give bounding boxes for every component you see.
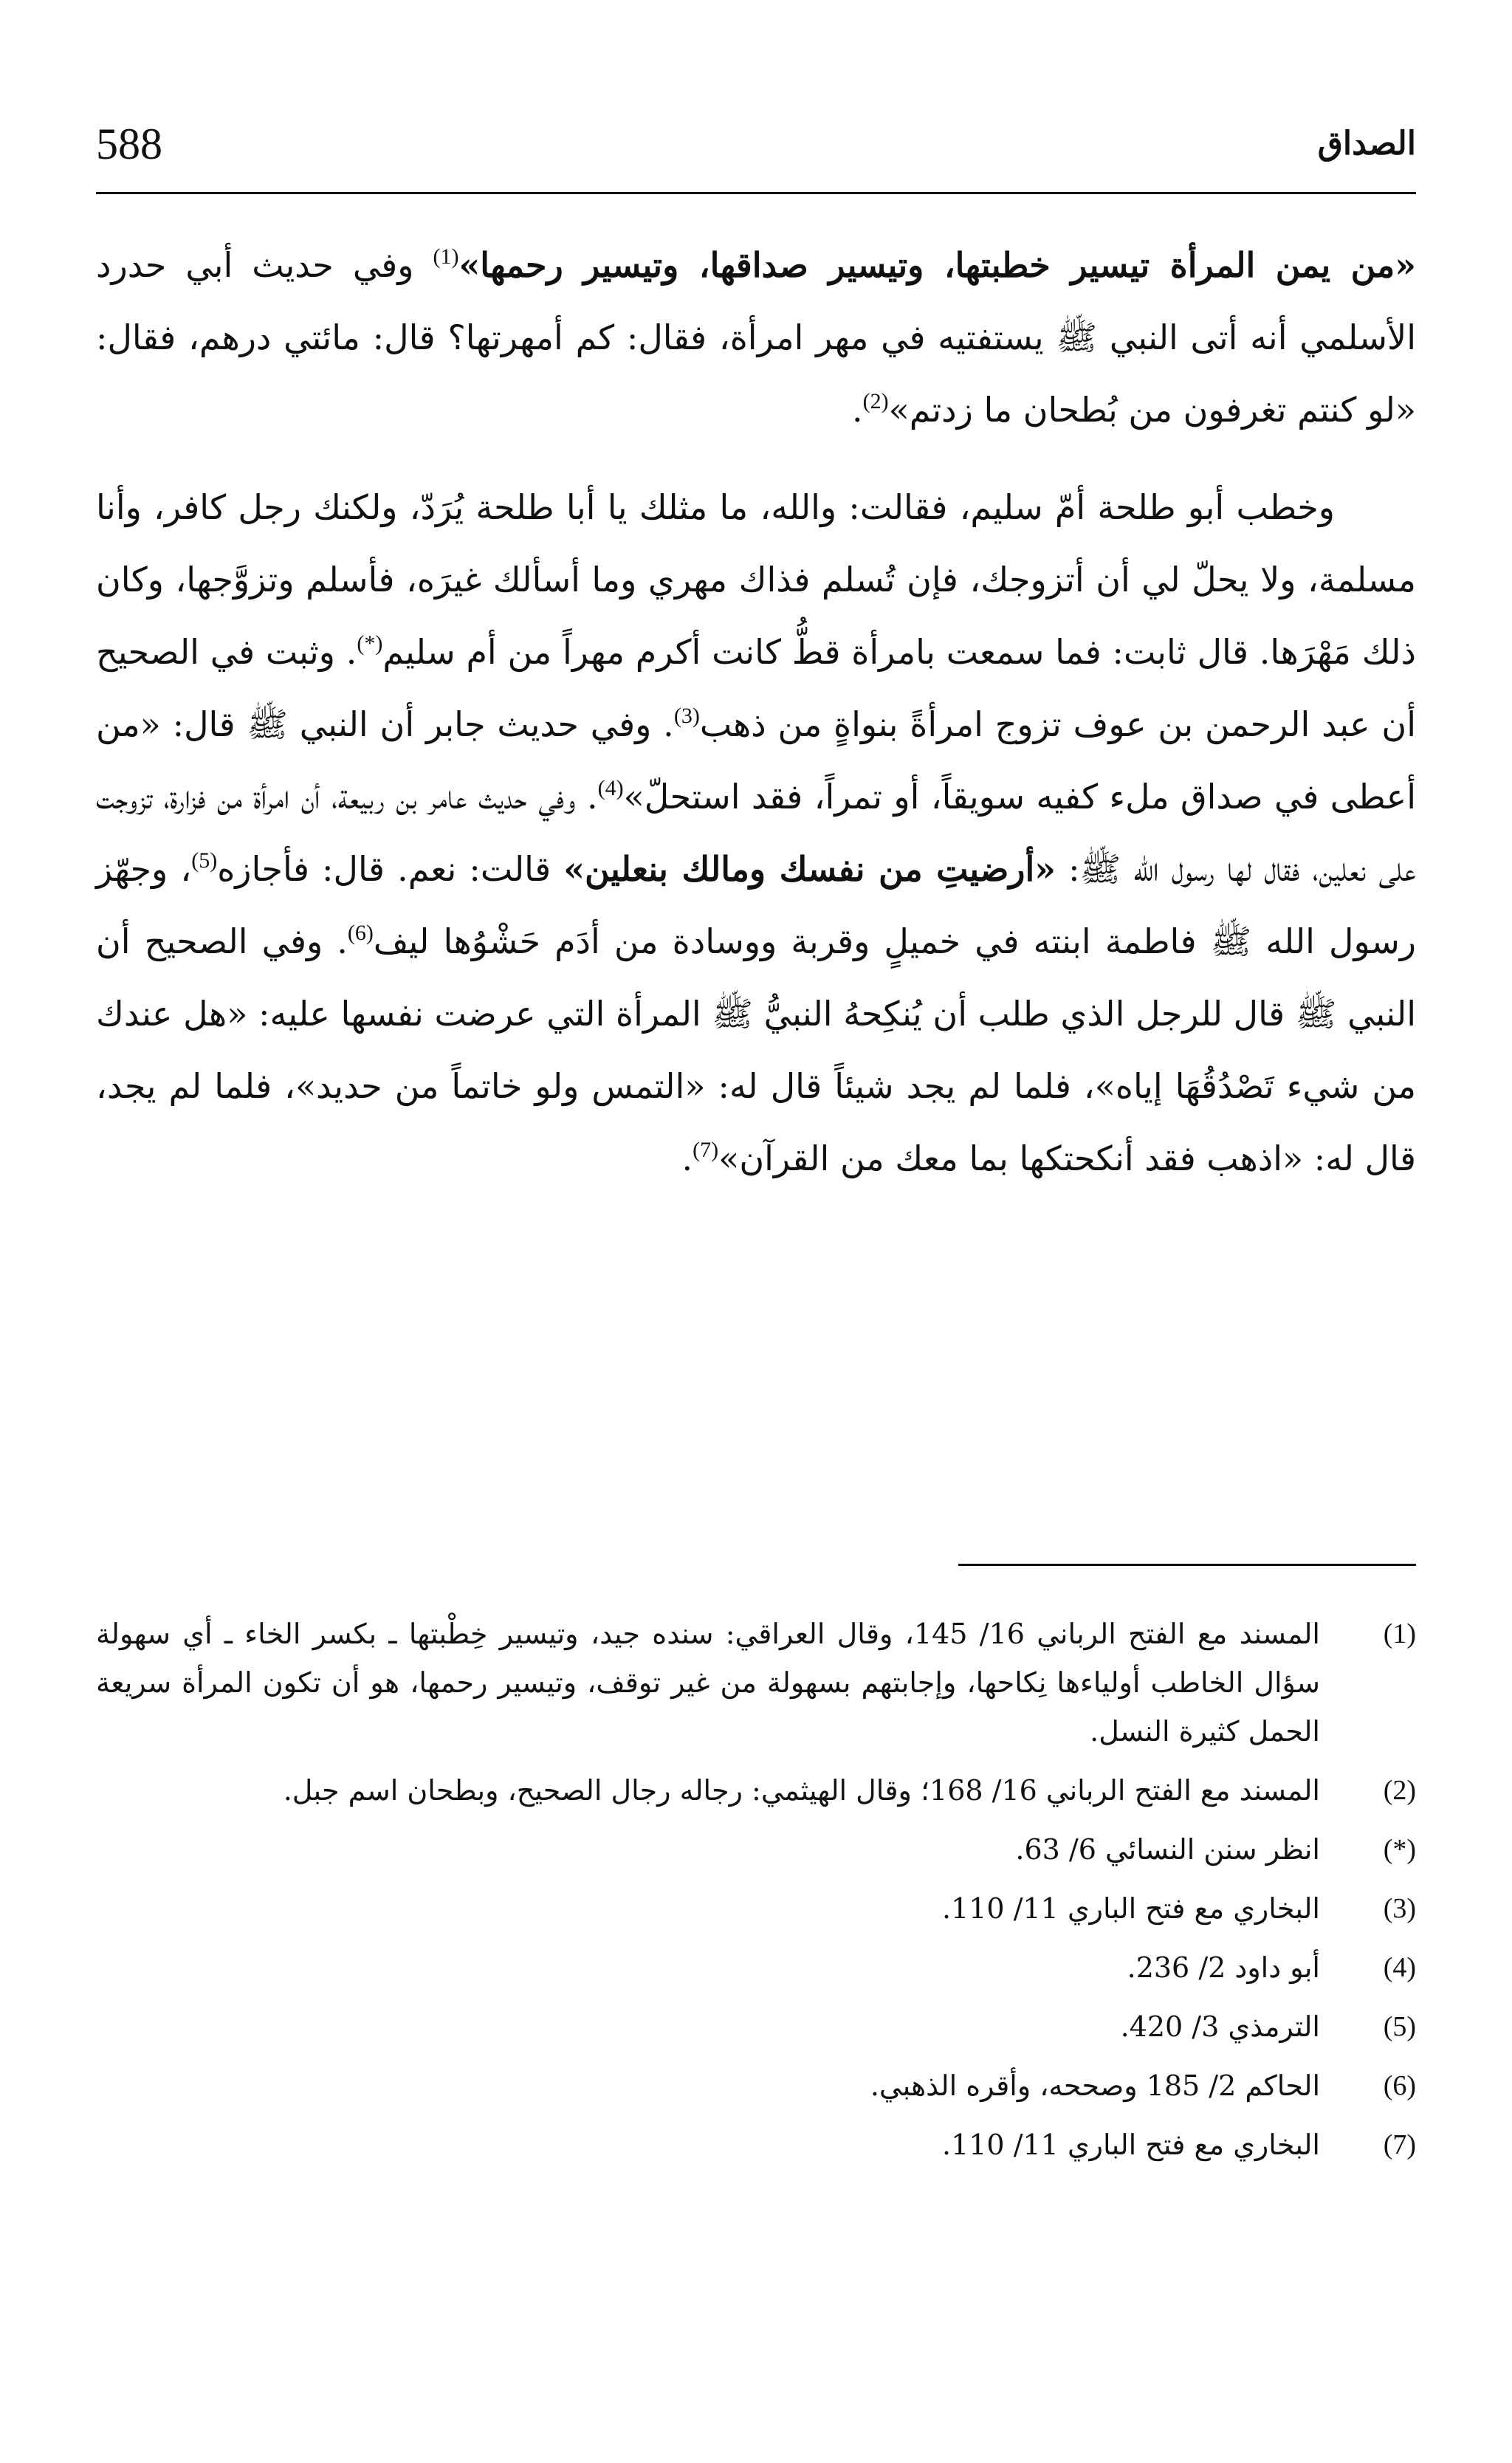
footnote-item [96, 1825, 1416, 1874]
paragraph-1 [96, 229, 1416, 446]
footnote-marker: (5) [1383, 2011, 1416, 2042]
footnote-marker: (2) [1383, 1775, 1416, 1806]
footnote-text: المسند مع الفتح الرباني 16/ 168؛ وقال الهيثمي: رجاله رجال الصحيح، وبطحان اسم جبل. [283, 1774, 1320, 1807]
footnote-marker: (4) [1383, 1952, 1416, 1983]
footnote-text: الحاكم 2/ 185 وصححه، وأقره الذهبي. [870, 2069, 1320, 2102]
footnote-text: الترمذي 3/ 420. [1120, 2010, 1320, 2043]
page-header [96, 111, 1416, 177]
footnote-ref[interactable]: (5) [191, 848, 218, 873]
footnote-marker: (6) [1383, 2070, 1416, 2101]
footnote-ref[interactable]: (7) [693, 1138, 719, 1162]
main-text [96, 229, 1416, 1195]
hadith-quote-bold: «أرضيتِ من نفسك ومالك بنعلين» [563, 849, 1056, 889]
footnote-item [96, 2061, 1416, 2110]
paragraph-text: ، وجهّز رسول الله ﷺ فاطمة ابنته في خميلٍ وقربة ووسادة من أدَم حَشْوُها ليف [96, 849, 1416, 961]
footnotes [96, 1610, 1416, 2179]
paragraph-text: . [851, 390, 863, 430]
footnote-item [96, 1610, 1416, 1756]
paragraph-text: . وفي حديث عامر بن ربيعة، أن امرأة من فزارة، تزوجت على نعلين، فقال لها رسول الله ﷺ: [96, 777, 1416, 889]
footnote-text: انظر سنن النسائي 6/ 63. [1015, 1833, 1320, 1866]
footnote-text: المسند مع الفتح الرباني 16/ 145، وقال العراقي: سنده جيد، وتيسير خِطْبتها ـ بكسر الخاء ـ أي سهولة سؤال الخاطب أولياءها نِكاحها، وإجابتهم بسهولة من غير توقف، وتيسير رحمها، هو أن تكون المرأة سريعة الحمل كثيرة النسل. [96, 1618, 1320, 1748]
footnote-item [96, 1766, 1416, 1815]
footnote-ref[interactable]: (2) [862, 389, 889, 413]
paragraph-text: . وثبت في الصحيح أن عبد الرحمن بن عوف تزوج امرأةً بنواةٍ من ذهب [96, 632, 1416, 744]
paragraph-text: . [681, 1138, 693, 1178]
header-rule [96, 192, 1416, 194]
paragraph-2 [96, 471, 1416, 1195]
footnote-item [96, 1943, 1416, 1992]
footnote-ref[interactable]: (3) [673, 704, 700, 728]
running-title: الصداق [1317, 125, 1416, 162]
footnote-marker: (1) [1383, 1618, 1416, 1649]
footnote-item [96, 2002, 1416, 2051]
paragraph-text: . وفي الصحيح أن النبي ﷺ قال للرجل الذي طلب أن يُنكِحهُ النبيُّ ﷺ المرأة التي عرضت نفسها عليه: «هل عندك من شيء تَصْدُقُهَا إياه»، فلما لم يجد شيئاً قال له: «التمس ولو خاتماً من حديد»، فلما لم يجد، قال له: «اذهب فقد أنكحتكها بما معك من القرآن» [96, 921, 1416, 1178]
footnote-ref[interactable]: (1) [433, 244, 459, 269]
page-number: 588 [96, 120, 162, 168]
footnote-separator [958, 1564, 1416, 1566]
footnote-ref[interactable]: (*) [357, 631, 383, 656]
paragraph-text: قالت: نعم. قال: فأجازه [217, 849, 564, 889]
paragraph-text: وخطب أبو طلحة أمّ سليم، فقالت: والله، ما مثلك يا أبا طلحة يُرَدّ، ولكنك رجل كافر، وأنا مسلمة، ولا يحلّ لي أن أتزوجك، فإن تُسلم فذاك مهري وما أسألك غيرَه، فأسلم وتزوَّجها، وكان ذلك مَهْرَها. قال ثابت: فما سمعت بامرأة قطُّ كانت أكرم مهراً من أم سليم [96, 487, 1416, 672]
hadith-quote-bold: «من يمن المرأة تيسير خطبتها، وتيسير صداقها، وتيسير رحمها» [458, 245, 1416, 285]
footnote-ref[interactable]: (6) [347, 921, 374, 945]
footnote-marker: (3) [1383, 1893, 1416, 1924]
footnote-text: البخاري مع فتح الباري 11/ 110. [941, 2129, 1320, 2161]
paragraph-text: وفي حديث أبي حدرد الأسلمي أنه أتى النبي ﷺ يستفتيه في مهر امرأة، فقال: كم أمهرتها؟ قال: مائتي درهم، فقال: «لو كنتم تغرفون من بُطحان ما زدتم» [96, 245, 1417, 430]
footnote-text: البخاري مع فتح الباري 11/ 110. [941, 1892, 1320, 1925]
footnote-marker: (7) [1383, 2129, 1416, 2160]
footnote-item [96, 2120, 1416, 2169]
footnote-marker: (*) [1383, 1834, 1416, 1865]
paragraph-text: . وفي حديث جابر أن النبي ﷺ قال: «من أعطى في صداق ملء كفيه سويقاً، أو تمراً، فقد استحلّ» [96, 704, 1416, 817]
footnote-item [96, 1884, 1416, 1933]
footnote-ref[interactable]: (4) [597, 776, 624, 800]
footnote-text: أبو داود 2/ 236. [1127, 1951, 1320, 1984]
